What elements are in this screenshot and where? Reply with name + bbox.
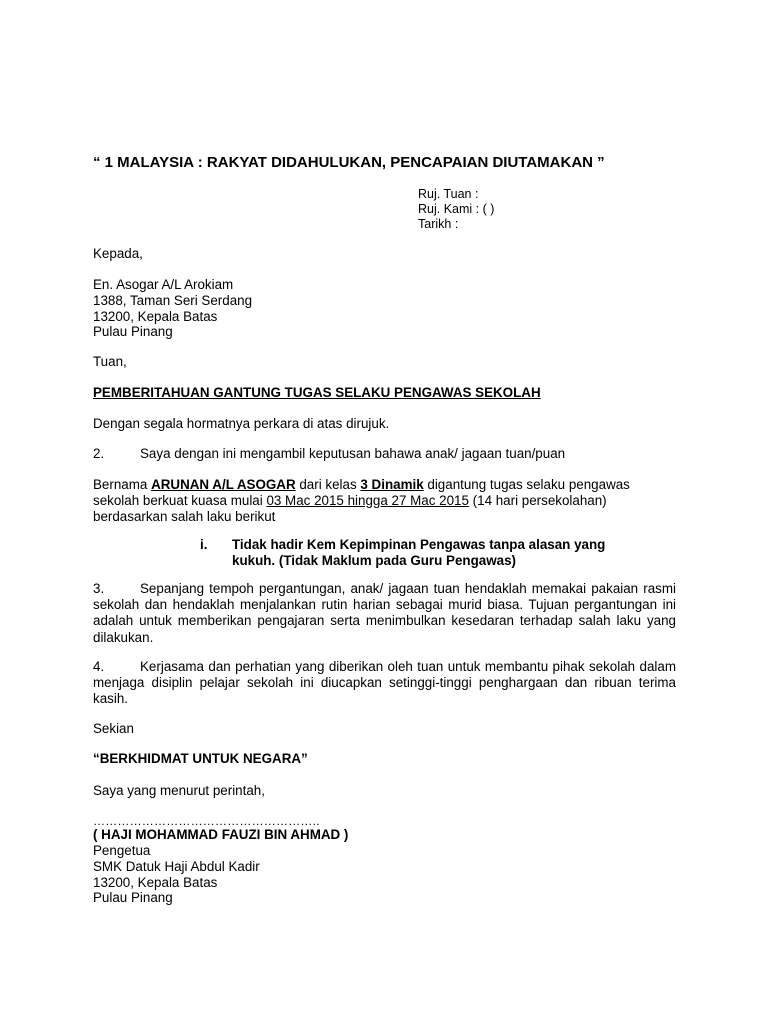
- offence-text-line1: Tidak hadir Kem Kepimpinan Pengawas tanpa alasan yang: [232, 537, 606, 552]
- offence-text-line2: kukuh. (Tidak Maklum pada Guru Pengawas): [232, 553, 516, 568]
- student-prefix: Bernama: [93, 477, 152, 492]
- paragraph-3-number: 3.: [93, 581, 105, 596]
- paragraph-3-text: Sepanjang tempoh pergantungan, anak/ jagaan tuan hendaklah memakai pakaian rasmi sekolah dan hendaklah menjalankan rutin harian sebagai murid biasa. Tujuan pergantungan ini adalah untuk memberikan pengajaran serta menimbulkan kesedaran terhadap salah laku yang dilakukan.: [93, 581, 676, 645]
- paragraph-4-number: 4.: [93, 659, 105, 674]
- offence-number: i.: [200, 537, 208, 552]
- signatory-name: ( HAJI MOHAMMAD FAUZI BIN AHMAD ): [93, 827, 349, 842]
- closing: Sekian: [93, 721, 134, 736]
- signoff: Saya yang menurut perintah,: [93, 783, 265, 798]
- recipient-address-line1: 1388, Taman Seri Serdang: [93, 293, 253, 308]
- recipient-address-line2: 13200, Kepala Batas: [93, 309, 218, 324]
- recipient-salutation: Kepada,: [93, 246, 143, 261]
- suspension-dates: 03 Mac 2015 hingga 27 Mac 2015: [266, 493, 469, 508]
- student-line-2: [93, 493, 607, 509]
- subject-heading: PEMBERITAHUAN GANTUNG TUGAS SELAKU PENGAWAS SEKOLAH: [93, 385, 541, 400]
- recipient-name: En. Asogar A/L Arokiam: [93, 277, 234, 292]
- student-name: ARUNAN A/L ASOGAR: [151, 477, 296, 492]
- ref-our-reference: Ruj. Kami : ( ): [418, 202, 495, 216]
- ref-your-reference: Ruj. Tuan :: [418, 187, 479, 201]
- signatory-address-line2: Pulau Pinang: [93, 890, 173, 905]
- suspension-prefix: sekolah berkuat kuasa mulai: [93, 493, 267, 508]
- student-line-1: [93, 477, 630, 493]
- ref-date: Tarikh :: [418, 217, 459, 231]
- signatory-title: Pengetua: [93, 843, 151, 858]
- signatory-address-line1: 13200, Kepala Batas: [93, 875, 218, 890]
- greeting: Tuan,: [93, 354, 127, 369]
- signature-line: ………………………………………………..: [93, 814, 320, 828]
- student-line-3: berdasarkan salah laku berikut: [93, 509, 276, 524]
- paragraph-4-text: Kerjasama dan perhatian yang diberikan oleh tuan untuk membantu pihak sekolah dalam menjaga disiplin pelajar sekolah ini diucapkan setinggi-tinggi penghargaan dan ribuan terima kasih.: [93, 659, 676, 707]
- paragraph-4: [93, 659, 676, 708]
- slogan: “BERKHIDMAT UNTUK NEGARA”: [93, 751, 308, 766]
- signatory-school: SMK Datuk Haji Abdul Kadir: [93, 859, 260, 874]
- paragraph-2-text: Saya dengan ini mengambil keputusan bahawa anak/ jagaan tuan/puan: [140, 446, 566, 461]
- motto-heading: “ 1 MALAYSIA : RAKYAT DIDAHULUKAN, PENCAPAIAN DIUTAMAKAN ”: [93, 154, 605, 171]
- opening-sentence: Dengan segala hormatnya perkara di atas dirujuk.: [93, 416, 390, 431]
- paragraph-3: [93, 581, 676, 646]
- paragraph-2-number: 2.: [93, 446, 105, 461]
- student-class: 3 Dinamik: [360, 477, 424, 492]
- paragraph-2: [93, 446, 565, 462]
- student-mid-text-2: digantung tugas selaku pengawas: [423, 477, 630, 492]
- student-mid-text-1: dari kelas: [295, 477, 361, 492]
- recipient-address-line3: Pulau Pinang: [93, 324, 173, 339]
- suspension-days: (14 hari persekolahan): [468, 493, 607, 508]
